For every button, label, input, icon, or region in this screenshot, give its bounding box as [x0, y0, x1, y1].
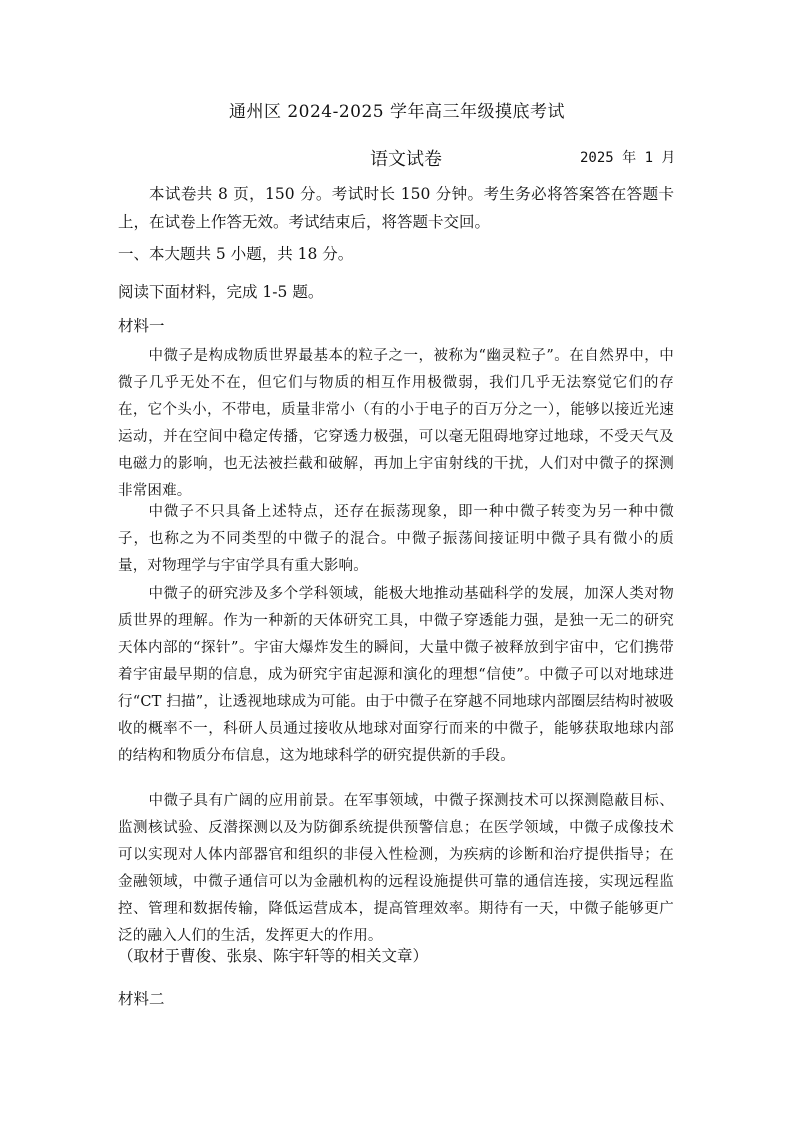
exam-title: 通州区 2024-2025 学年高三年级摸底考试 [228, 102, 566, 122]
article-paragraph: 中微子的研究涉及多个学科领域，能极大地推动基础科学的发展，加深人类对物质世界的理解。作为一种新的天体研究工具，中微子穿透能力强，是独一无二的研究天体内部的“探针”。宇宙大爆炸发生的瞬间，大量中微子被释放到宇宙中，它们携带着宇宙最早期的信息，成为研究宇宙起源和演化的理想“信使”。中微子可以对地球进行“CT 扫描”，让透视地球成为可能。由于中微子在穿越不同地球内部圈层结构时被吸收的概率不一，科研人员通过接收从地球对面穿行而来的中微子，能够获取地球内部的结构和物质分布信息，这为地球科学的研究提供新的手段。 [118, 586, 674, 764]
article-paragraph: 中微子具有广阔的应用前景。在军事领域，中微子探测技术可以探测隐蔽目标、监测核试验、反潜探测以及为防御系统提供预警信息；在医学领域，中微子成像技术可以实现对人体内部器官和组织的非侵入性检测，为疾病的诊断和治疗提供指导；在金融领域，中微子通信可以为金融机构的远程设施提供可靠的通信连接，实现远程监控、管理和数据传输，降低运营成本，提高管理效率。期待有一天，中微子能够更广泛的融入人们的生活，发挥更大的作用。 [118, 793, 674, 944]
article-paragraph: 中微子是构成物质世界最基本的粒子之一，被称为“幽灵粒子”。在自然界中，中微子几乎无处不在，但它们与物质的相互作用极微弱，我们几乎无法察觉它们的存在，它个头小，不带电，质量非常小（有的小于电子的百万分之一），能够以接近光速运动，并在空间中稳定传播，它穿透力极强，可以毫无阻碍地穿过地球，不受天气及电磁力的影响，也无法被拦截和破解，再加上宇宙射线的干扰，人们对中微子的探测非常困难。 [118, 348, 674, 499]
subject-title: 语文试卷 [370, 149, 442, 170]
reading-instruction: 阅读下面材料，完成 1-5 题。 [118, 283, 324, 301]
section-heading: 一、本大题共 5 小题，共 18 分。 [118, 245, 354, 263]
exam-date: 2025 年 1 月 [580, 150, 676, 166]
article-paragraph: 中微子不只具备上述特点，还存在振荡现象，即一种中微子转变为另一种中微子，也称之为不同类型的中微子的混合。中微子振荡间接证明中微子具有微小的质量，对物理学与宇宙学具有重大影响。 [118, 504, 674, 574]
material-two-label: 材料二 [118, 990, 165, 1008]
source-citation: （取材于曹俊、张泉、陈宇轩等的相关文章） [118, 947, 429, 965]
material-one-label: 材料一 [118, 317, 165, 335]
exam-instructions: 本试卷共 8 页，150 分。考试时长 150 分钟。考生务必将答案答在答题卡上，在试卷上作答无效。考试结束后，将答题卡交回。 [118, 185, 674, 231]
